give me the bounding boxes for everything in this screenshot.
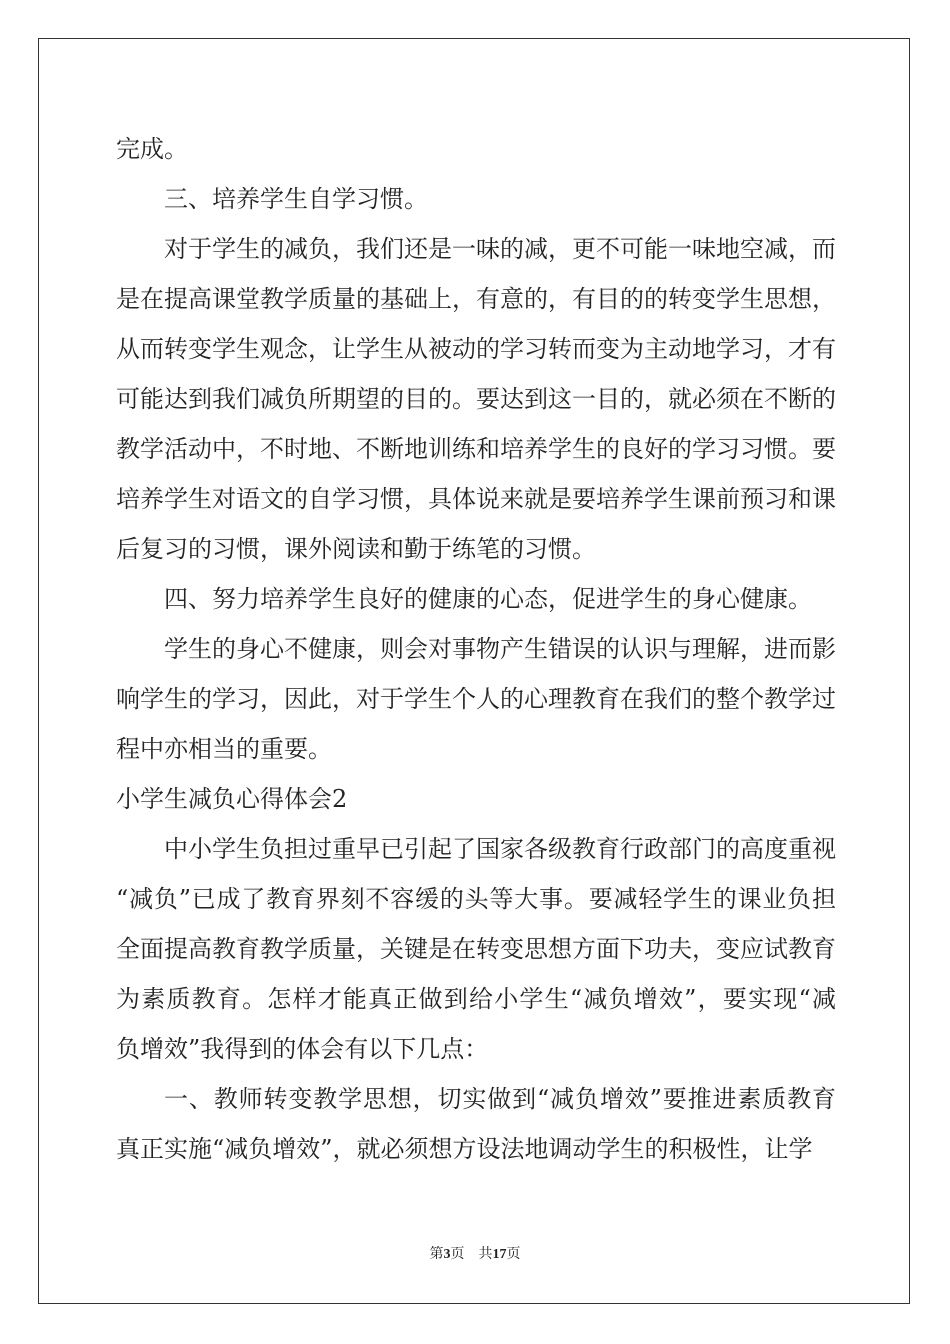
paragraph-line: “减负”已成了教育界刻不容缓的头等大事。要减轻学生的课业负担	[116, 885, 836, 913]
section-heading: 小学生减负心得体会2	[116, 785, 348, 813]
paragraph-line: 培养学生对语文的自学习惯，具体说来就是要培养学生课前预习和课	[116, 485, 836, 513]
page-number: 3	[443, 1247, 451, 1262]
paragraph-line: 从而转变学生观念，让学生从被动的学习转而变为主动地学习，才有	[116, 335, 836, 363]
paragraph-line: 是在提高课堂教学质量的基础上，有意的，有目的的转变学生思想，	[116, 285, 836, 313]
paragraph-line: 完成。	[116, 135, 188, 163]
total-pages: 17	[492, 1247, 507, 1262]
paragraph-line: 负增效”我得到的体会有以下几点：	[116, 1035, 489, 1063]
paragraph-line: 响学生的学习，因此，对于学生个人的心理教育在我们的整个教学过	[116, 685, 836, 713]
total-prefix: 共	[478, 1247, 493, 1262]
paragraph-line: 程中亦相当的重要。	[116, 735, 332, 763]
paragraph-line: 三、培养学生自学习惯。	[164, 185, 428, 213]
paragraph-line: 可能达到我们减负所期望的目的。要达到这一目的，就必须在不断的	[116, 385, 836, 413]
page-prefix: 第	[429, 1247, 444, 1262]
paragraph-line: 真正实施“减负增效”，就必须想方设法地调动学生的积极性，让学	[116, 1135, 813, 1163]
document-body	[116, 124, 836, 1174]
paragraph-line: 中小学生负担过重早已引起了国家各级教育行政部门的高度重视	[164, 835, 836, 863]
total-suffix: 页	[506, 1247, 521, 1262]
page-footer	[0, 1243, 950, 1263]
paragraph-line: 为素质教育。怎样才能真正做到给小学生“减负增效”，要实现“减	[116, 985, 836, 1013]
paragraph-line: 四、努力培养学生良好的健康的心态，促进学生的身心健康。	[164, 585, 812, 613]
page-suffix: 页	[450, 1247, 465, 1262]
paragraph-line: 对于学生的减负，我们还是一味的减，更不可能一味地空减，而	[164, 235, 836, 263]
paragraph-line: 一、教师转变教学思想，切实做到“减负增效”要推进素质教育	[164, 1085, 836, 1113]
paragraph-line: 全面提高教育教学质量，关键是在转变思想方面下功夫，变应试教育	[116, 935, 836, 963]
paragraph-line: 后复习的习惯，课外阅读和勤于练笔的习惯。	[116, 535, 596, 563]
paragraph-line: 教学活动中，不时地、不断地训练和培养学生的良好的学习习惯。要	[116, 435, 836, 463]
paragraph-line: 学生的身心不健康，则会对事物产生错误的认识与理解，进而影	[164, 635, 836, 663]
